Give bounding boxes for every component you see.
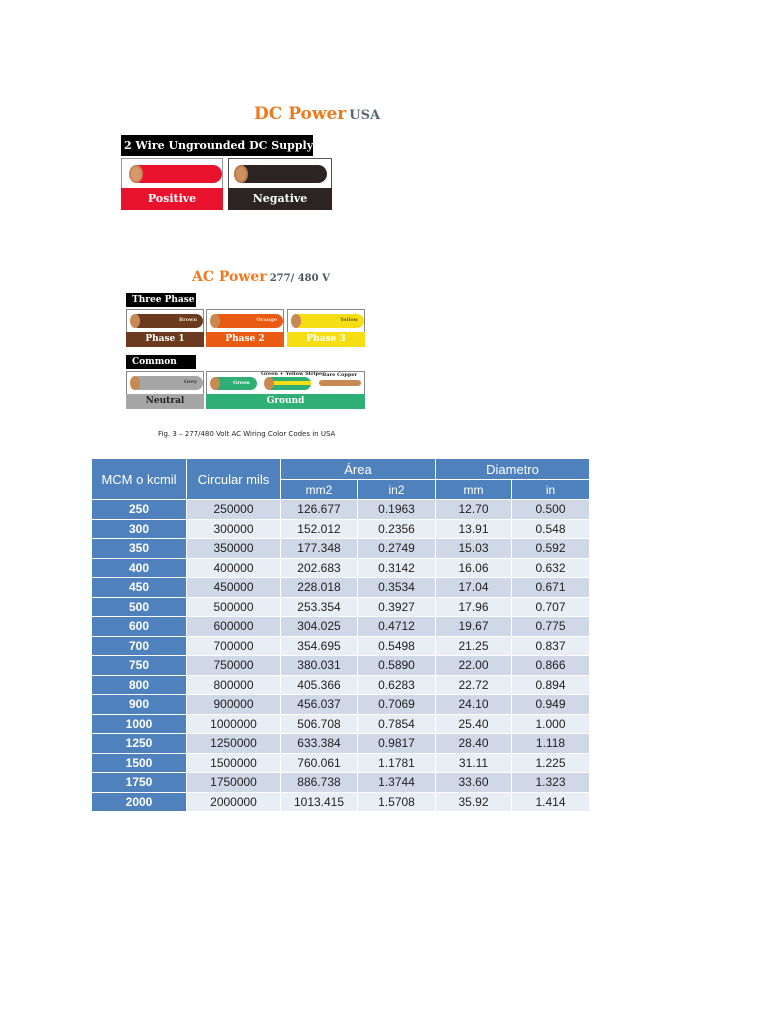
positive-wire-card	[121, 158, 223, 210]
negative-label: Negative	[228, 188, 332, 210]
in2-cell: 0.3142	[358, 558, 436, 578]
in2-cell: 1.1781	[358, 753, 436, 773]
mm2-cell: 633.384	[281, 734, 358, 754]
mcm-cell: 450	[92, 578, 187, 598]
mm2-cell: 152.012	[281, 519, 358, 539]
in-cell: 0.837	[512, 636, 590, 656]
mcm-cell: 1250	[92, 734, 187, 754]
ac-title-text: AC Power	[192, 269, 267, 285]
brown-tag: Brown	[178, 317, 197, 323]
in-cell: 0.632	[512, 558, 590, 578]
in-cell: 0.592	[512, 539, 590, 559]
phase3-wire-card	[287, 309, 365, 347]
table-row	[92, 597, 590, 617]
ac-title-suffix: 277/ 480 V	[269, 273, 330, 284]
in-cell: 1.414	[512, 792, 590, 812]
in2-cell: 0.7069	[358, 695, 436, 715]
mm2-cell: 177.348	[281, 539, 358, 559]
diameter-group-header: Diametro	[436, 459, 590, 480]
green-tag: Green	[233, 380, 250, 386]
in2-cell: 0.2356	[358, 519, 436, 539]
mcm-cell: 300	[92, 519, 187, 539]
in2-cell: 0.6283	[358, 675, 436, 695]
mcm-cell: 400	[92, 558, 187, 578]
cmils-cell: 1000000	[187, 714, 281, 734]
col-cmils-header: Circular mils	[187, 459, 281, 500]
mm-cell: 13.91	[436, 519, 512, 539]
col-mm2-header: mm2	[281, 480, 358, 500]
table-row	[92, 500, 590, 520]
cmils-cell: 500000	[187, 597, 281, 617]
mm-cell: 17.96	[436, 597, 512, 617]
negative-wire-card	[228, 158, 332, 210]
neutral-label: Neutral	[126, 394, 204, 409]
in2-cell: 0.7854	[358, 714, 436, 734]
in-cell: 1.118	[512, 734, 590, 754]
in-cell: 0.949	[512, 695, 590, 715]
mcm-cell: 500	[92, 597, 187, 617]
mcm-cell: 750	[92, 656, 187, 676]
cmils-cell: 400000	[187, 558, 281, 578]
mm-cell: 16.06	[436, 558, 512, 578]
mm-cell: 12.70	[436, 500, 512, 520]
mcm-cell: 350	[92, 539, 187, 559]
green-yellow-tag: Green + Yellow Stripe	[261, 371, 323, 377]
in-cell: 0.548	[512, 519, 590, 539]
common-header: Common	[126, 355, 196, 369]
in-cell: 0.500	[512, 500, 590, 520]
in-cell: 1.323	[512, 773, 590, 793]
phase1-label: Phase 1	[126, 332, 204, 347]
col-mm-header: mm	[436, 480, 512, 500]
dc-supply-header: 2 Wire Ungrounded DC Supply	[121, 135, 313, 156]
mcm-cell: 1750	[92, 773, 187, 793]
black-wire-icon	[229, 159, 331, 189]
mm2-cell: 760.061	[281, 753, 358, 773]
phase2-wire-card	[206, 309, 284, 347]
mm-cell: 35.92	[436, 792, 512, 812]
cmils-cell: 900000	[187, 695, 281, 715]
table-row	[92, 695, 590, 715]
col-in-header: in	[512, 480, 590, 500]
table-row	[92, 617, 590, 637]
in-cell: 0.775	[512, 617, 590, 637]
cmils-cell: 1750000	[187, 773, 281, 793]
yellow-tag: Yellow	[340, 317, 358, 323]
neutral-wire-card	[126, 371, 204, 409]
in-cell: 1.000	[512, 714, 590, 734]
in2-cell: 0.5890	[358, 656, 436, 676]
in2-cell: 1.3744	[358, 773, 436, 793]
cmils-cell: 350000	[187, 539, 281, 559]
in-cell: 0.707	[512, 597, 590, 617]
mcm-cell: 900	[92, 695, 187, 715]
in2-cell: 0.5498	[358, 636, 436, 656]
area-group-header: Área	[281, 459, 436, 480]
in-cell: 0.671	[512, 578, 590, 598]
mm-cell: 22.72	[436, 675, 512, 695]
phase1-wire-card	[126, 309, 204, 347]
positive-label: Positive	[121, 188, 223, 210]
mm-cell: 24.10	[436, 695, 512, 715]
red-wire-icon	[122, 159, 222, 189]
in2-cell: 0.4712	[358, 617, 436, 637]
in2-cell: 0.9817	[358, 734, 436, 754]
mcm-cell: 1000	[92, 714, 187, 734]
cmils-cell: 1250000	[187, 734, 281, 754]
cmils-cell: 700000	[187, 636, 281, 656]
cmils-cell: 600000	[187, 617, 281, 637]
mcm-cell: 250	[92, 500, 187, 520]
in2-cell: 0.3927	[358, 597, 436, 617]
bare-copper-tag: Bare Copper	[322, 372, 358, 378]
mm2-cell: 380.031	[281, 656, 358, 676]
cmils-cell: 800000	[187, 675, 281, 695]
mcm-cell: 800	[92, 675, 187, 695]
mm2-cell: 456.037	[281, 695, 358, 715]
mm2-cell: 886.738	[281, 773, 358, 793]
table-row	[92, 636, 590, 656]
table-body	[92, 500, 590, 812]
orange-tag: Orange	[256, 317, 277, 323]
mm2-cell: 202.683	[281, 558, 358, 578]
in2-cell: 0.3534	[358, 578, 436, 598]
cmils-cell: 1500000	[187, 753, 281, 773]
mm-cell: 17.04	[436, 578, 512, 598]
in-cell: 1.225	[512, 753, 590, 773]
mcm-cell: 2000	[92, 792, 187, 812]
mm-cell: 25.40	[436, 714, 512, 734]
conductor-size-table	[91, 458, 590, 812]
mm2-cell: 506.708	[281, 714, 358, 734]
ac-power-title	[192, 266, 330, 285]
cmils-cell: 250000	[187, 500, 281, 520]
three-phase-header: Three Phase	[126, 293, 196, 307]
in2-cell: 1.5708	[358, 792, 436, 812]
mm2-cell: 405.366	[281, 675, 358, 695]
table-row	[92, 539, 590, 559]
table-row	[92, 734, 590, 754]
in2-cell: 0.1963	[358, 500, 436, 520]
phase3-label: Phase 3	[287, 332, 365, 347]
mcm-cell: 1500	[92, 753, 187, 773]
mm-cell: 19.67	[436, 617, 512, 637]
table-row	[92, 656, 590, 676]
cmils-cell: 2000000	[187, 792, 281, 812]
mm2-cell: 1013.415	[281, 792, 358, 812]
dc-title-text: DC Power	[254, 104, 347, 124]
dc-power-title	[254, 104, 380, 124]
mm-cell: 22.00	[436, 656, 512, 676]
col-in2-header: in2	[358, 480, 436, 500]
ground-wire-card	[206, 371, 365, 409]
table-row	[92, 675, 590, 695]
mm2-cell: 253.354	[281, 597, 358, 617]
ground-label: Ground	[206, 394, 365, 409]
table-row	[92, 578, 590, 598]
cmils-cell: 300000	[187, 519, 281, 539]
mm-cell: 15.03	[436, 539, 512, 559]
dc-title-suffix: USA	[349, 108, 381, 123]
in-cell: 0.866	[512, 656, 590, 676]
table-row	[92, 558, 590, 578]
figure-caption: Fig. 3 – 277/480 Volt AC Wiring Color Codes in USA	[158, 430, 336, 438]
mm2-cell: 228.018	[281, 578, 358, 598]
table-row	[92, 714, 590, 734]
in2-cell: 0.2749	[358, 539, 436, 559]
cmils-cell: 450000	[187, 578, 281, 598]
mm-cell: 31.11	[436, 753, 512, 773]
in-cell: 0.894	[512, 675, 590, 695]
mm2-cell: 126.677	[281, 500, 358, 520]
table-row	[92, 792, 590, 812]
mm-cell: 33.60	[436, 773, 512, 793]
table-row	[92, 753, 590, 773]
table-row	[92, 519, 590, 539]
mm-cell: 28.40	[436, 734, 512, 754]
mcm-cell: 700	[92, 636, 187, 656]
grey-tag: Grey	[184, 379, 197, 385]
mm2-cell: 304.025	[281, 617, 358, 637]
mcm-cell: 600	[92, 617, 187, 637]
table-row	[92, 773, 590, 793]
cmils-cell: 750000	[187, 656, 281, 676]
phase2-label: Phase 2	[206, 332, 284, 347]
mm-cell: 21.25	[436, 636, 512, 656]
col-mcm-header: MCM o kcmil	[92, 459, 187, 500]
mm2-cell: 354.695	[281, 636, 358, 656]
